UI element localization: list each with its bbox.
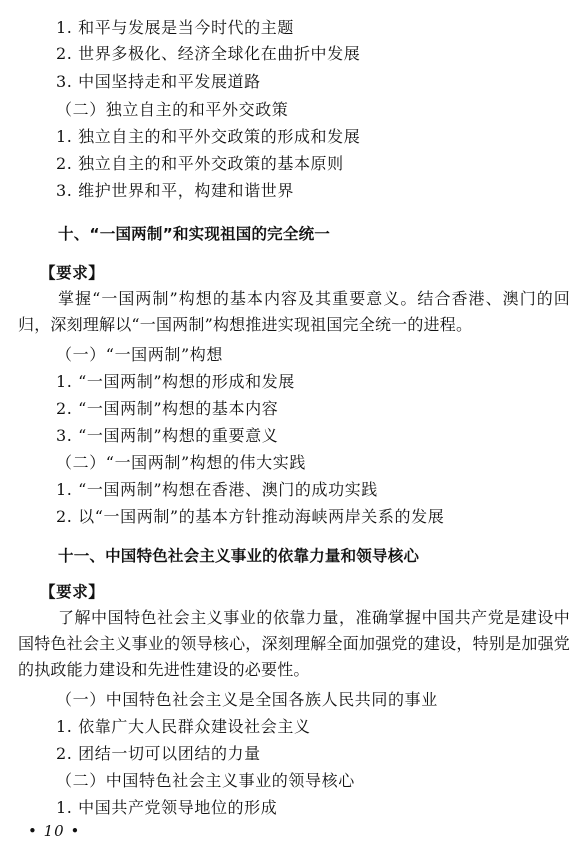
list-item: 1. 中国共产党领导地位的形成 xyxy=(56,798,278,817)
list-item: 2. 以“一国两制”的基本方针推动海峡两岸关系的发展 xyxy=(56,507,445,526)
list-item: 2. 独立自主的和平外交政策的基本原则 xyxy=(56,154,344,173)
list-item: 2. 团结一切可以团结的力量 xyxy=(56,744,261,763)
list-item: 2. “一国两制”构想的基本内容 xyxy=(56,399,279,418)
list-item: 3. “一国两制”构想的重要意义 xyxy=(56,426,279,445)
requirement-paragraph: 掌握“一国两制”构想的基本内容及其重要意义。结合香港、澳门的回归，深刻理解以“一国两制”构想推进实现祖国完全统一的进程。 xyxy=(18,289,570,334)
list-item: 1. “一国两制”构想在香港、澳门的成功实践 xyxy=(56,480,378,499)
section-heading-10: 十、“一国两制”和实现祖国的完全统一 xyxy=(58,225,330,243)
subsection-heading: （一）“一国两制”构想 xyxy=(56,345,223,364)
list-item: 3. 中国坚持走和平发展道路 xyxy=(56,72,261,91)
list-item: 1. 依靠广大人民群众建设社会主义 xyxy=(56,717,311,736)
subsection-heading: （一）中国特色社会主义是全国各族人民共同的事业 xyxy=(56,690,438,709)
requirement-label: 【要求】 xyxy=(40,264,105,282)
subsection-heading: （二）独立自主的和平外交政策 xyxy=(56,100,289,119)
subsection-heading: （二）中国特色社会主义事业的领导核心 xyxy=(56,771,355,790)
requirement-paragraph: 了解中国特色社会主义事业的依靠力量，准确掌握中国共产党是建设中国特色社会主义事业的领导核心，深刻理解全面加强党的建设，特别是加强党的执政能力建设和先进性建设的必要性。 xyxy=(18,608,570,679)
list-item: 2. 世界多极化、经济全球化在曲折中发展 xyxy=(56,44,361,63)
page-number: • 10 • xyxy=(28,822,81,840)
list-item: 1. 独立自主的和平外交政策的形成和发展 xyxy=(56,127,361,146)
subsection-heading: （二）“一国两制”构想的伟大实践 xyxy=(56,453,306,472)
requirement-label: 【要求】 xyxy=(40,583,105,601)
list-item: 1. 和平与发展是当今时代的主题 xyxy=(56,18,294,37)
list-item: 1. “一国两制”构想的形成和发展 xyxy=(56,372,295,391)
list-item: 3. 维护世界和平，构建和谐世界 xyxy=(56,181,294,200)
section-heading-11: 十一、中国特色社会主义事业的依靠力量和领导核心 xyxy=(58,547,420,565)
